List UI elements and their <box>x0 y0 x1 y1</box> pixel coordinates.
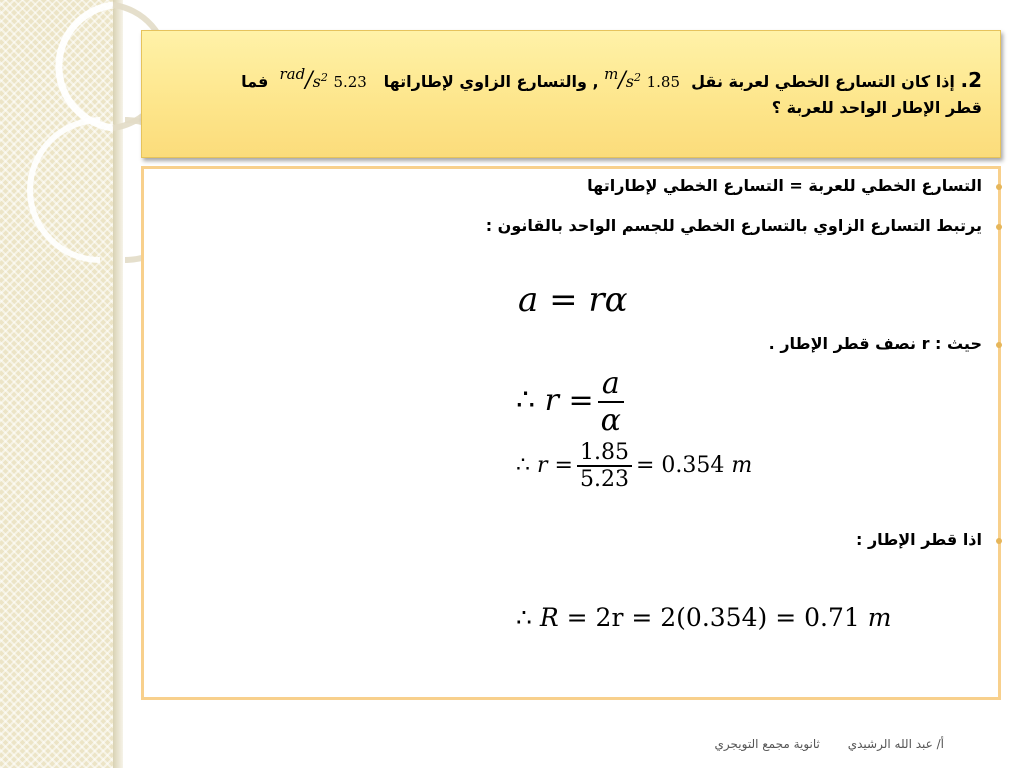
question-title-box <box>141 30 1001 158</box>
question-number: 2. <box>960 68 982 92</box>
bullet-equal-accelerations: التسارع الخطي للعربة = التسارع الخطي لإطاراتها <box>587 176 1002 195</box>
linear-acceleration-unit: $^m/s^2$ <box>604 65 642 93</box>
linear-acceleration-value: 1.85 <box>646 73 680 91</box>
bullet-relation-law: يرتبط التسارع الزاوي بالتسارع الخطي للجسم الواحد بالقانون : <box>486 216 1002 235</box>
angular-acceleration-unit: $^{rad}/s^2$ <box>279 65 328 93</box>
bullet-diameter-conclusion: اذا قطر الإطار : <box>856 530 1002 549</box>
question-line-1 <box>160 59 982 97</box>
angular-acceleration-value: 5.23 <box>333 73 367 91</box>
footer-author: أ/ عبد الله الرشيدي <box>847 737 944 751</box>
formula-r-numeric: ∴ r = $\frac{1.85}{5.23}$ = 0.354 m <box>516 440 753 492</box>
question-text-start: إذا كان التسارع الخطي لعربة نقل <box>691 72 961 91</box>
footer-school: ثانوية مجمع التويجري <box>714 737 820 751</box>
slide-footer <box>715 737 944 751</box>
ring-arc-top <box>59 5 113 128</box>
formula-diameter: ∴ R = 2r = 2(0.354) = 0.71 m <box>516 603 892 632</box>
question-text-middle: , والتسارع الزاوي لإطاراتها <box>383 72 599 91</box>
formula-r-symbolic: ∴ r = $\frac{a}{\alpha}$ <box>516 366 628 438</box>
question-line-2: قطر الإطار الواحد للعربة ؟ <box>771 98 982 117</box>
ring-arc-bottom <box>30 120 100 260</box>
bullet-radius-definition: حيث : r نصف قطر الإطار . <box>769 334 1002 353</box>
formula-law: a = rα <box>518 280 628 320</box>
question-text-end: فما <box>241 72 269 91</box>
